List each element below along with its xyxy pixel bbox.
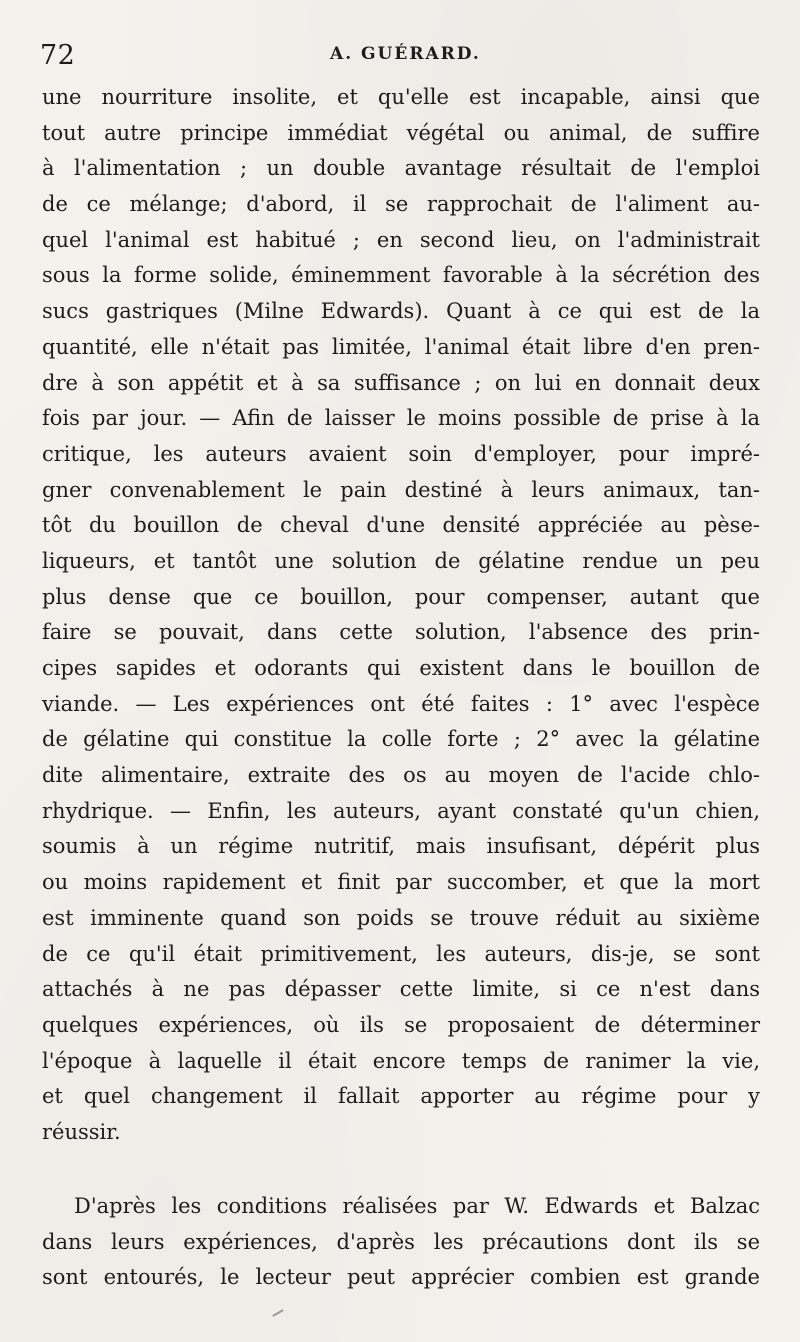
text-line: tôt du bouillon de cheval d'une densité appréciée au pèse-	[42, 513, 760, 538]
text-line: plus dense que ce bouillon, pour compenser, autant que	[42, 584, 760, 609]
paragraph-1	[42, 80, 760, 1151]
text-line: faire se pouvait, dans cette solution, l'absence des prin-	[42, 620, 760, 645]
text-line: dre à son appétit et à sa suffisance ; on lui en donnait deux	[42, 370, 760, 395]
paragraph-2	[42, 1189, 760, 1296]
text-line: réussir.	[42, 1119, 121, 1144]
text-line: et quel changement il fallait apporter au régime pour y	[42, 1084, 760, 1109]
text-line: quantité, elle n'était pas limitée, l'animal était libre d'en pren-	[42, 334, 760, 359]
text-line: de ce mélange; d'abord, il se rapprochait de l'aliment au-	[42, 192, 760, 217]
text-line: dite alimentaire, extraite des os au moyen de l'acide chlo-	[42, 763, 760, 788]
text-line: fois par jour. — Afin de laisser le moins possible de prise à la	[42, 406, 760, 431]
page-header	[40, 38, 760, 72]
text-line: attachés à ne pas dépasser cette limite, si ce n'est dans	[42, 977, 760, 1002]
text-line: sucs gastriques (Milne Edwards). Quant à ce qui est de la	[42, 299, 760, 324]
text-line: une nourriture insolite, et qu'elle est incapable, ainsi que	[42, 85, 760, 109]
stray-print-mark	[272, 1309, 283, 1317]
text-line: rhydrique. — Enfin, les auteurs, ayant constaté qu'un chien,	[42, 798, 760, 823]
text-line: sont entourés, le lecteur peut apprécier combien est grande	[42, 1265, 760, 1290]
text-line: à l'alimentation ; un double avantage résultait de l'emploi	[42, 156, 760, 181]
text-line: D'après les conditions réalisées par W. Edwards et Balzac	[74, 1194, 760, 1218]
text-line: dans leurs expériences, d'après les précautions dont ils se	[42, 1229, 760, 1254]
text-line: de ce qu'il était primitivement, les auteurs, dis-je, se sont	[42, 941, 760, 966]
text-line: l'époque à laquelle il était encore temps de ranimer la vie,	[42, 1048, 760, 1073]
page-number: 72	[40, 40, 76, 71]
text-line: tout autre principe immédiat végétal ou animal, de suffire	[42, 120, 760, 145]
text-line: quelques expériences, où ils se proposaient de déterminer	[42, 1012, 760, 1037]
text-line: soumis à un régime nutritif, mais insufisant, dépérit plus	[42, 834, 760, 859]
text-line: quel l'animal est habitué ; en second lieu, on l'administrait	[42, 227, 760, 252]
text-line: est imminente quand son poids se trouve réduit au sixième	[42, 905, 760, 930]
text-line: sous la forme solide, éminemment favorable à la sécrétion des	[42, 263, 760, 288]
text-line: de gélatine qui constitue la colle forte ; 2° avec la gélatine	[42, 727, 760, 752]
text-line: critique, les auteurs avaient soin d'employer, pour impré-	[42, 441, 760, 466]
text-line: liqueurs, et tantôt une solution de gélatine rendue un peu	[42, 548, 760, 573]
running-head: A. GUÉRARD.	[330, 44, 481, 64]
text-line: cipes sapides et odorants qui existent dans le bouillon de	[42, 656, 760, 680]
text-line: gner convenablement le pain destiné à leurs animaux, tan-	[42, 477, 760, 502]
text-line: ou moins rapidement et finit par succomber, et que la mort	[42, 870, 760, 895]
text-line: viande. — Les expériences ont été faites : 1° avec l'espèce	[42, 691, 760, 716]
